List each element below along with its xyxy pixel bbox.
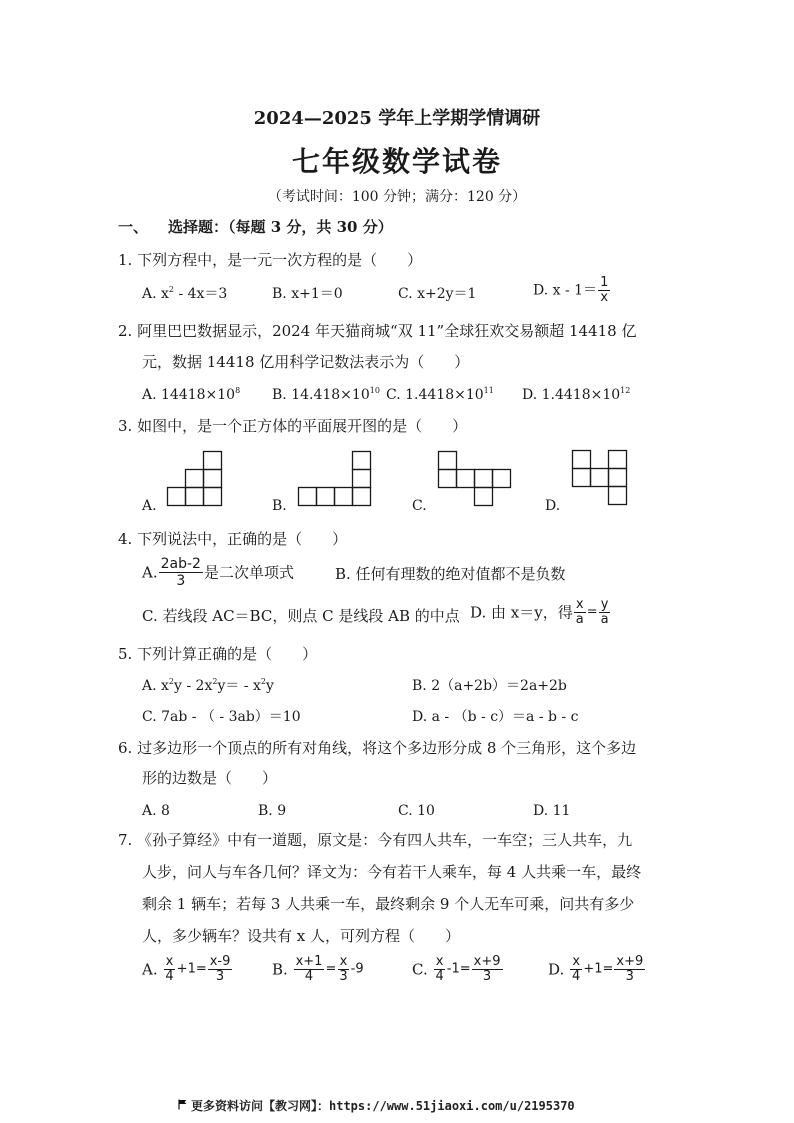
q1-option-b: B. x+1＝0 [272,286,343,302]
flag-icon [178,1099,187,1113]
q1-stem: 1. 下列方程中，是一元一次方程的是（ ） [118,251,423,269]
q5-stem: 5. 下列计算正确的是（ ） [118,645,318,663]
q6-line2: 形的边数是（ ） [142,769,278,787]
q2-option-a: A. $14418\times 10^8$ [142,386,241,403]
section-title: 选择题：（每题 3 分，共 30 分） [168,218,393,236]
q2-line2: 元，数据 14418 亿用科学记数法表示为（ ） [142,353,470,371]
footer-link[interactable]: 更多资料访问【教习网】：https://www.51jiaoxi.com/u/2195370 [178,1097,575,1114]
q2-line1: 2. 阿里巴巴数据显示，2024 年天猫商城“双 11”全球狂欢交易额超 14418 亿 [118,322,637,340]
q3-net-b [296,450,376,512]
q3-option-a-label: A. [142,498,157,514]
q7-option-d: D. $\frac{x}{4}$ +1= $\frac{x+9}{3}$ [548,954,644,984]
q6-line1: 6. 过多边形一个顶点的所有对角线，将这个多边形分成 8 个三角形，这个多边 [118,739,637,757]
q2-option-c: C. $1.4418\times 10^{11}$ [386,386,494,403]
q5-option-c: C. 7ab - （ - 3ab）＝10 [142,709,301,725]
q1-option-a: A. $x^2 - 4x=3$ [142,285,228,302]
q7-line2: 人步，问人与车各几何？译文为：今有若干人乘车，每 4 人共乘一车，最终 [142,863,642,881]
q6-option-b: B. 9 [258,803,287,819]
q3-option-c-label: C. [412,498,427,514]
q3-net-a [163,450,223,512]
q1-option-d: D. x - 1＝ $\frac{1}{x}$ [533,275,609,305]
q4-option-b: B. 任何有理数的绝对值都不是负数 [335,565,566,583]
q4-option-a: A. $\frac{2ab-2}{3}$ 是二次单项式 [142,556,294,589]
q5-option-d: D. a - （b - c）＝a - b - c [412,709,579,725]
q3-option-b-label: B. [272,498,287,514]
q4-option-c: C. 若线段 AC＝BC，则点 C 是线段 AB 的中点 [142,607,460,625]
exam-info: （考试时间：100 分钟；满分：120 分） [267,189,527,205]
q7-line3: 剩余 1 辆车；若每 3 人共乘一车，最终剩余 9 个人无车可乘，问共有多少 [142,895,635,913]
section-number: 一、 [118,218,149,236]
q4-stem: 4. 下列说法中，正确的是（ ） [118,530,348,548]
q4-option-d: D. 由 x＝y，得 $\frac{x}{a}$ = $\frac{y}{a}$ [470,597,609,627]
q3-net-c [436,450,516,512]
q3-net-d [570,448,632,510]
q7-option-c: C. $\frac{x}{4}$ -1= $\frac{x+9}{3}$ [412,954,501,984]
q7-line4: 人，多少辆车？设共有 x 人，可列方程（ ） [142,927,460,945]
q7-option-b: B. $\frac{x+1}{4}$ = $\frac{x}{3}$ -9 [272,954,364,984]
exam-title: 2024—2025 学年上学期学情调研 [253,108,541,129]
q5-option-a: A. $x^2y - 2x^2y= - x^2y$ [142,677,274,694]
q3-option-d-label: D. [545,498,561,514]
q6-option-a: A. 8 [142,803,170,819]
q6-option-c: C. 10 [398,803,435,819]
q1-option-c: C. x+2y＝1 [398,286,477,302]
q5-option-b: B. 2（a+2b）＝2a+2b [412,678,567,694]
q2-option-b: B. $14.418\times 10^{10}$ [272,386,380,403]
q7-option-a: A. $\frac{x}{4}$ +1= $\frac{x-9}{3}$ [142,954,231,984]
q6-option-d: D. 11 [533,803,571,819]
q3-stem: 3. 如图中，是一个正方体的平面展开图的是（ ） [118,417,468,435]
q2-option-d: D. $1.4418\times 10^{12}$ [522,386,631,403]
q7-line1: 7. 《孙子算经》中有一道题，原文是：今有四人共车，一车空；三人共车，九 [118,831,633,849]
exam-subtitle: 七年级数学试卷 [291,145,502,178]
